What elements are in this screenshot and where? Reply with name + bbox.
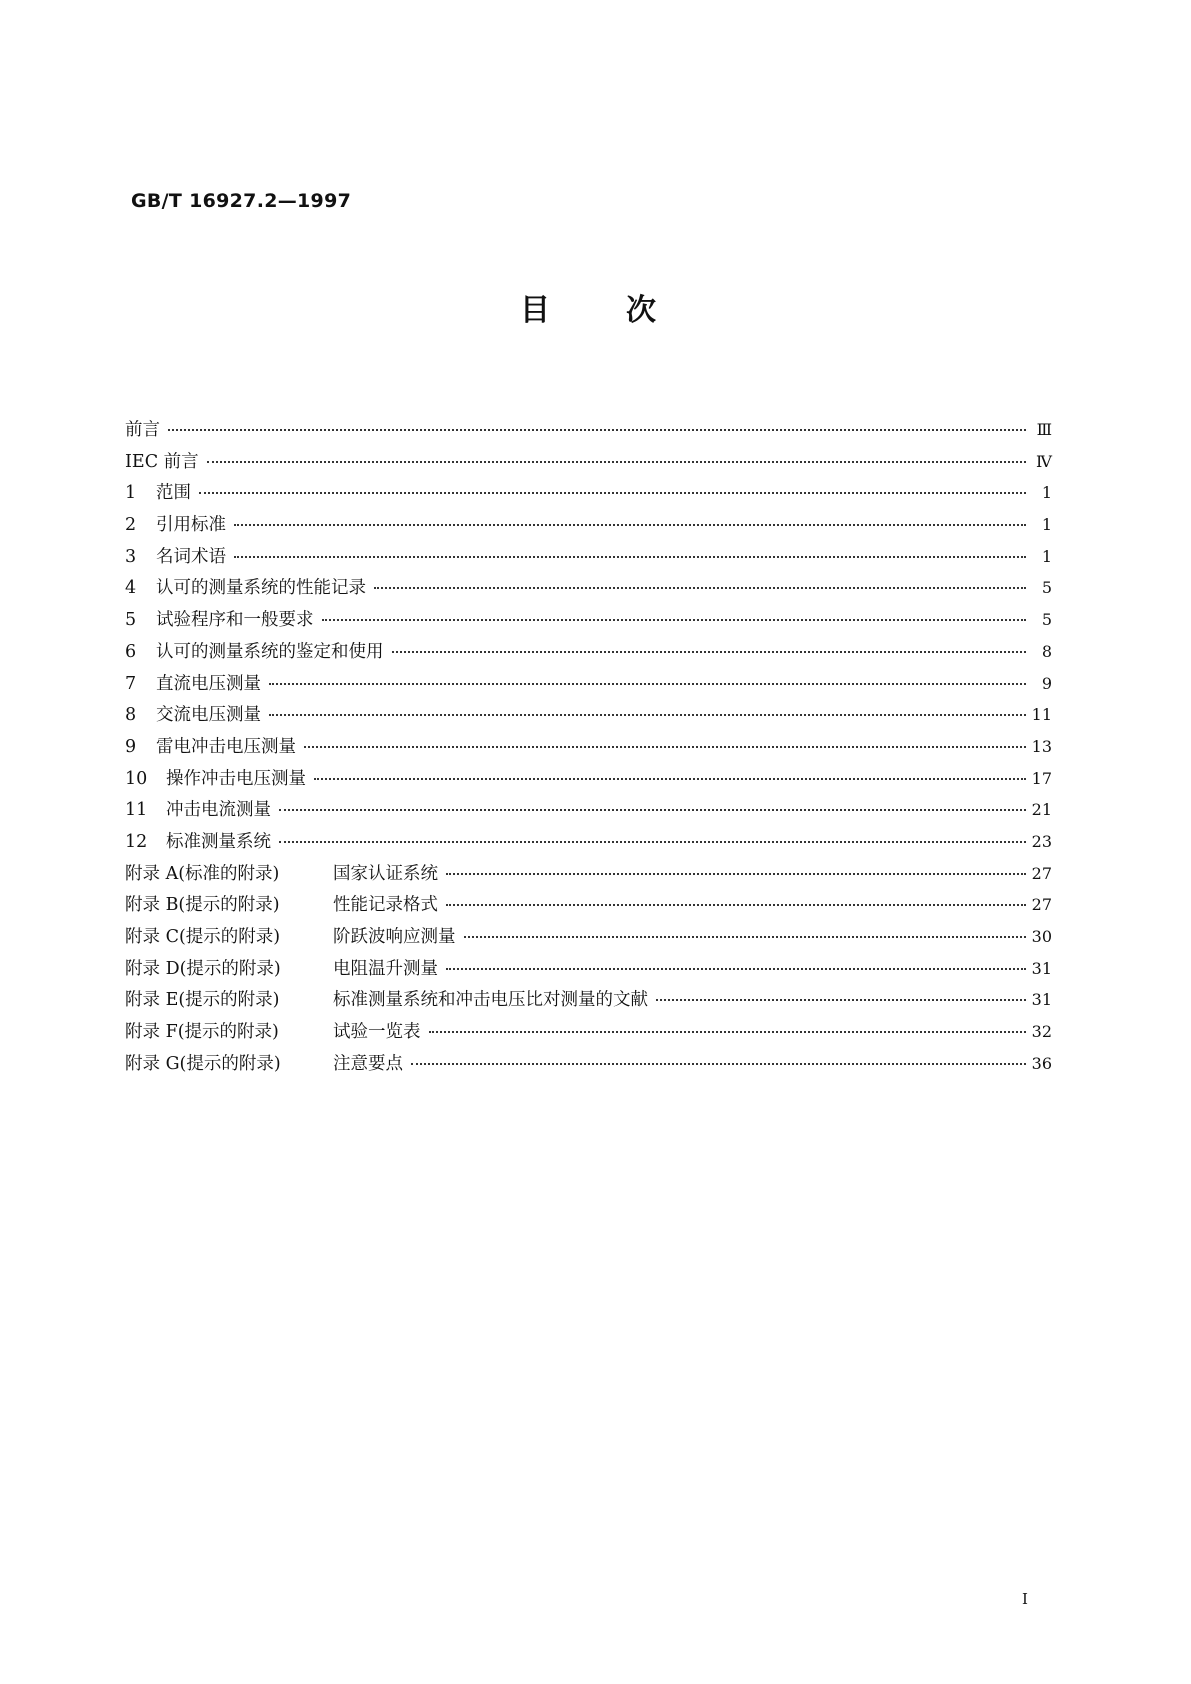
toc-entry-label: 名词术语: [156, 546, 226, 567]
toc-entry-chapter-4[interactable]: [125, 574, 1052, 606]
toc-entry-label: 性能记录格式: [333, 895, 438, 916]
toc-entry-label: 雷电冲击电压测量: [156, 736, 296, 757]
toc-entry-appendix-b[interactable]: [125, 891, 1052, 923]
leader-dots: [374, 587, 1026, 589]
table-of-contents: [125, 416, 1052, 1081]
leader-dots: [234, 524, 1026, 526]
toc-entry-number: 12: [125, 831, 148, 852]
toc-entry-page: Ⅳ: [1036, 451, 1052, 471]
leader-dots: [199, 492, 1026, 494]
toc-entry-label: 引用标准: [156, 515, 226, 536]
toc-entry-chapter-7[interactable]: [125, 670, 1052, 702]
toc-entry-page: 23: [1031, 831, 1052, 851]
toc-entry-page: 13: [1031, 736, 1052, 756]
toc-entry-label: 直流电压测量: [156, 673, 261, 694]
page-number: I: [1022, 1590, 1028, 1608]
leader-dots: [168, 429, 1026, 431]
toc-entry-label: 前言: [125, 420, 160, 440]
toc-entry-appendix-prefix: 附录 E(提示的附录): [125, 990, 280, 1011]
toc-entry-number: 5: [125, 610, 137, 631]
toc-entry-page: 5: [1041, 610, 1052, 630]
toc-entry-label: 交流电压测量: [156, 705, 261, 726]
toc-entry-number: 4: [125, 578, 137, 599]
toc-entry-chapter-2[interactable]: [125, 511, 1052, 543]
toc-entry-number: 8: [125, 705, 137, 726]
toc-entry-label: 认可的测量系统的鉴定和使用: [156, 641, 384, 662]
toc-entry-number: 6: [125, 641, 137, 662]
leader-dots: [446, 968, 1026, 970]
toc-entry-page: 31: [1031, 958, 1052, 978]
toc-entry-chapter-12[interactable]: [125, 828, 1052, 860]
toc-entry-chapter-8[interactable]: [125, 701, 1052, 733]
toc-entry-chapter-1[interactable]: [125, 479, 1052, 511]
leader-dots: [279, 809, 1026, 811]
toc-entry-label: 标准测量系统: [166, 831, 271, 852]
toc-entry-page: 8: [1041, 641, 1052, 661]
toc-entry-label: 电阻温升测量: [333, 958, 438, 979]
toc-entry-number: 9: [125, 736, 137, 757]
toc-entry-page: 11: [1031, 705, 1052, 725]
toc-entry-chapter-10[interactable]: [125, 765, 1052, 797]
toc-entry-label: 冲击电流测量: [166, 800, 271, 821]
leader-dots: [429, 1031, 1026, 1033]
toc-entry-label: 注意要点: [333, 1053, 403, 1074]
toc-entry-appendix-prefix: 附录 B(提示的附录): [125, 895, 280, 916]
toc-entry-appendix-a[interactable]: [125, 860, 1052, 892]
toc-entry-appendix-prefix: 附录 A(标准的附录): [125, 863, 280, 884]
leader-dots: [411, 1063, 1026, 1065]
toc-entry-page: 1: [1041, 483, 1052, 503]
toc-entry-page: 36: [1031, 1053, 1052, 1073]
leader-dots: [322, 619, 1027, 621]
toc-entry-number: 2: [125, 515, 137, 536]
toc-entry-appendix-prefix: 附录 D(提示的附录): [125, 958, 281, 979]
leader-dots: [234, 556, 1026, 558]
toc-entry-chapter-3[interactable]: [125, 543, 1052, 575]
toc-entry-label: 操作冲击电压测量: [166, 768, 306, 789]
toc-entry-page: 1: [1041, 515, 1052, 535]
toc-entry-page: 21: [1031, 800, 1052, 820]
toc-entry-chapter-9[interactable]: [125, 733, 1052, 765]
toc-heading-char-2: 次: [626, 293, 656, 328]
leader-dots: [656, 999, 1026, 1001]
toc-entry-page: 17: [1031, 768, 1052, 788]
toc-entry-appendix-prefix: 附录 G(提示的附录): [125, 1053, 281, 1074]
toc-entry-chapter-11[interactable]: [125, 796, 1052, 828]
toc-entry-label: 阶跃波响应测量: [333, 927, 456, 947]
leader-dots: [392, 651, 1027, 653]
toc-entry-label: 标准测量系统和冲击电压比对测量的文献: [333, 990, 648, 1011]
toc-entry-number: 3: [125, 546, 137, 567]
leader-dots: [279, 841, 1026, 843]
leader-dots: [446, 873, 1026, 875]
toc-entry-appendix-g[interactable]: [125, 1050, 1052, 1082]
leader-dots: [304, 746, 1026, 748]
toc-entry-number: 7: [125, 673, 137, 694]
toc-entry-page: 27: [1031, 863, 1052, 883]
toc-heading-char-1: 目: [520, 293, 550, 328]
leader-dots: [269, 714, 1026, 716]
toc-entry-appendix-prefix: 附录 F(提示的附录): [125, 1022, 279, 1043]
toc-entry-appendix-e[interactable]: [125, 986, 1052, 1018]
toc-entry-number: 1: [125, 483, 137, 504]
toc-entry-page: 31: [1031, 990, 1052, 1010]
toc-entry-appendix-d[interactable]: [125, 955, 1052, 987]
leader-dots: [269, 683, 1026, 685]
toc-entry-page: 32: [1031, 1022, 1052, 1042]
toc-entry-preface[interactable]: [125, 416, 1052, 448]
toc-entry-label: IEC 前言: [125, 451, 199, 472]
toc-entry-number: 10: [125, 768, 148, 789]
toc-entry-label: 试验一览表: [333, 1022, 421, 1043]
toc-entry-label: 范围: [156, 483, 191, 504]
toc-entry-page: Ⅲ: [1036, 420, 1052, 439]
toc-entry-chapter-6[interactable]: [125, 638, 1052, 670]
toc-entry-page: 1: [1041, 546, 1052, 566]
toc-heading: [520, 285, 656, 329]
toc-entry-label: 认可的测量系统的性能记录: [156, 578, 366, 599]
toc-entry-page: 9: [1041, 673, 1052, 693]
leader-dots: [207, 461, 1026, 463]
leader-dots: [464, 936, 1026, 938]
toc-entry-appendix-c[interactable]: [125, 923, 1052, 955]
toc-entry-label: 试验程序和一般要求: [156, 610, 314, 631]
leader-dots: [446, 904, 1026, 906]
toc-entry-iec-preface[interactable]: [125, 448, 1052, 480]
toc-entry-appendix-prefix: 附录 C(提示的附录): [125, 927, 281, 947]
toc-entry-number: 11: [125, 800, 148, 821]
standard-code: GB/T 16927.2—1997: [131, 190, 352, 212]
toc-entry-label: 国家认证系统: [333, 863, 438, 884]
toc-entry-page: 27: [1031, 895, 1052, 915]
toc-entry-page: 5: [1041, 578, 1052, 598]
leader-dots: [314, 778, 1026, 780]
toc-entry-appendix-f[interactable]: [125, 1018, 1052, 1050]
toc-entry-page: 30: [1031, 927, 1052, 946]
toc-entry-chapter-5[interactable]: [125, 606, 1052, 638]
